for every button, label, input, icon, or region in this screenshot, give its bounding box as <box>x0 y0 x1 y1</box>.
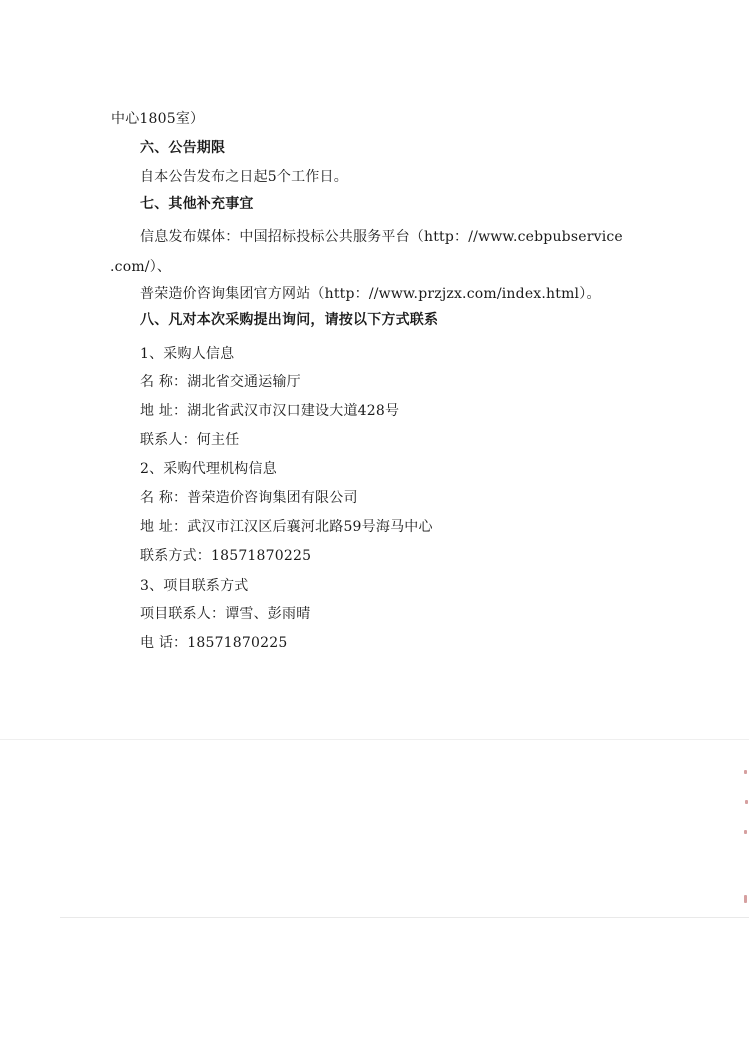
scan-artifact-mark <box>744 830 747 834</box>
subheading-purchaser-info: 1、采购人信息 <box>140 346 235 362</box>
text-line-publishing-media-url-end: .com/）、 <box>110 259 172 275</box>
section-heading-contact: 八、凡对本次采购提出询问，请按以下方式联系 <box>140 312 439 328</box>
project-contact-persons: 项目联系人：谭雪、彭雨晴 <box>140 606 311 622</box>
text-line-announcement-period: 自本公告发布之日起5个工作日。 <box>140 169 348 185</box>
publishing-media-text: 信息发布媒体：中国招标投标公共服务平台（http：//www.cebpubservice <box>140 229 623 245</box>
scan-artifact-line <box>60 917 749 918</box>
scan-artifact-mark <box>744 770 747 774</box>
subheading-agency-info: 2、采购代理机构信息 <box>140 461 277 477</box>
text-line-publishing-media <box>140 228 623 246</box>
purchaser-address: 地 址：湖北省武汉市汉口建设大道428号 <box>140 403 400 419</box>
purchaser-contact-person: 联系人：何主任 <box>140 432 240 448</box>
purchaser-name: 名 称：湖北省交通运输厅 <box>140 374 301 390</box>
text-line-address-continuation: 中心1805室） <box>111 111 205 127</box>
agency-address: 地 址：武汉市江汉区后襄河北路59号海马中心 <box>140 519 433 535</box>
scan-artifact-mark <box>744 895 747 903</box>
section-heading-announcement-period: 六、公告期限 <box>140 140 226 156</box>
text-line-official-website: 普荣造价咨询集团官方网站（http：//www.przjzx.com/index.html）。 <box>140 286 601 302</box>
section-heading-other-matters: 七、其他补充事宜 <box>140 196 254 212</box>
scan-artifact-line <box>0 739 749 740</box>
project-phone: 电 话：18571870225 <box>140 635 288 651</box>
subheading-project-contact: 3、项目联系方式 <box>140 578 249 594</box>
agency-contact-phone: 联系方式：18571870225 <box>140 548 312 564</box>
agency-name: 名 称：普荣造价咨询集团有限公司 <box>140 490 358 506</box>
scan-artifact-mark <box>745 800 748 804</box>
